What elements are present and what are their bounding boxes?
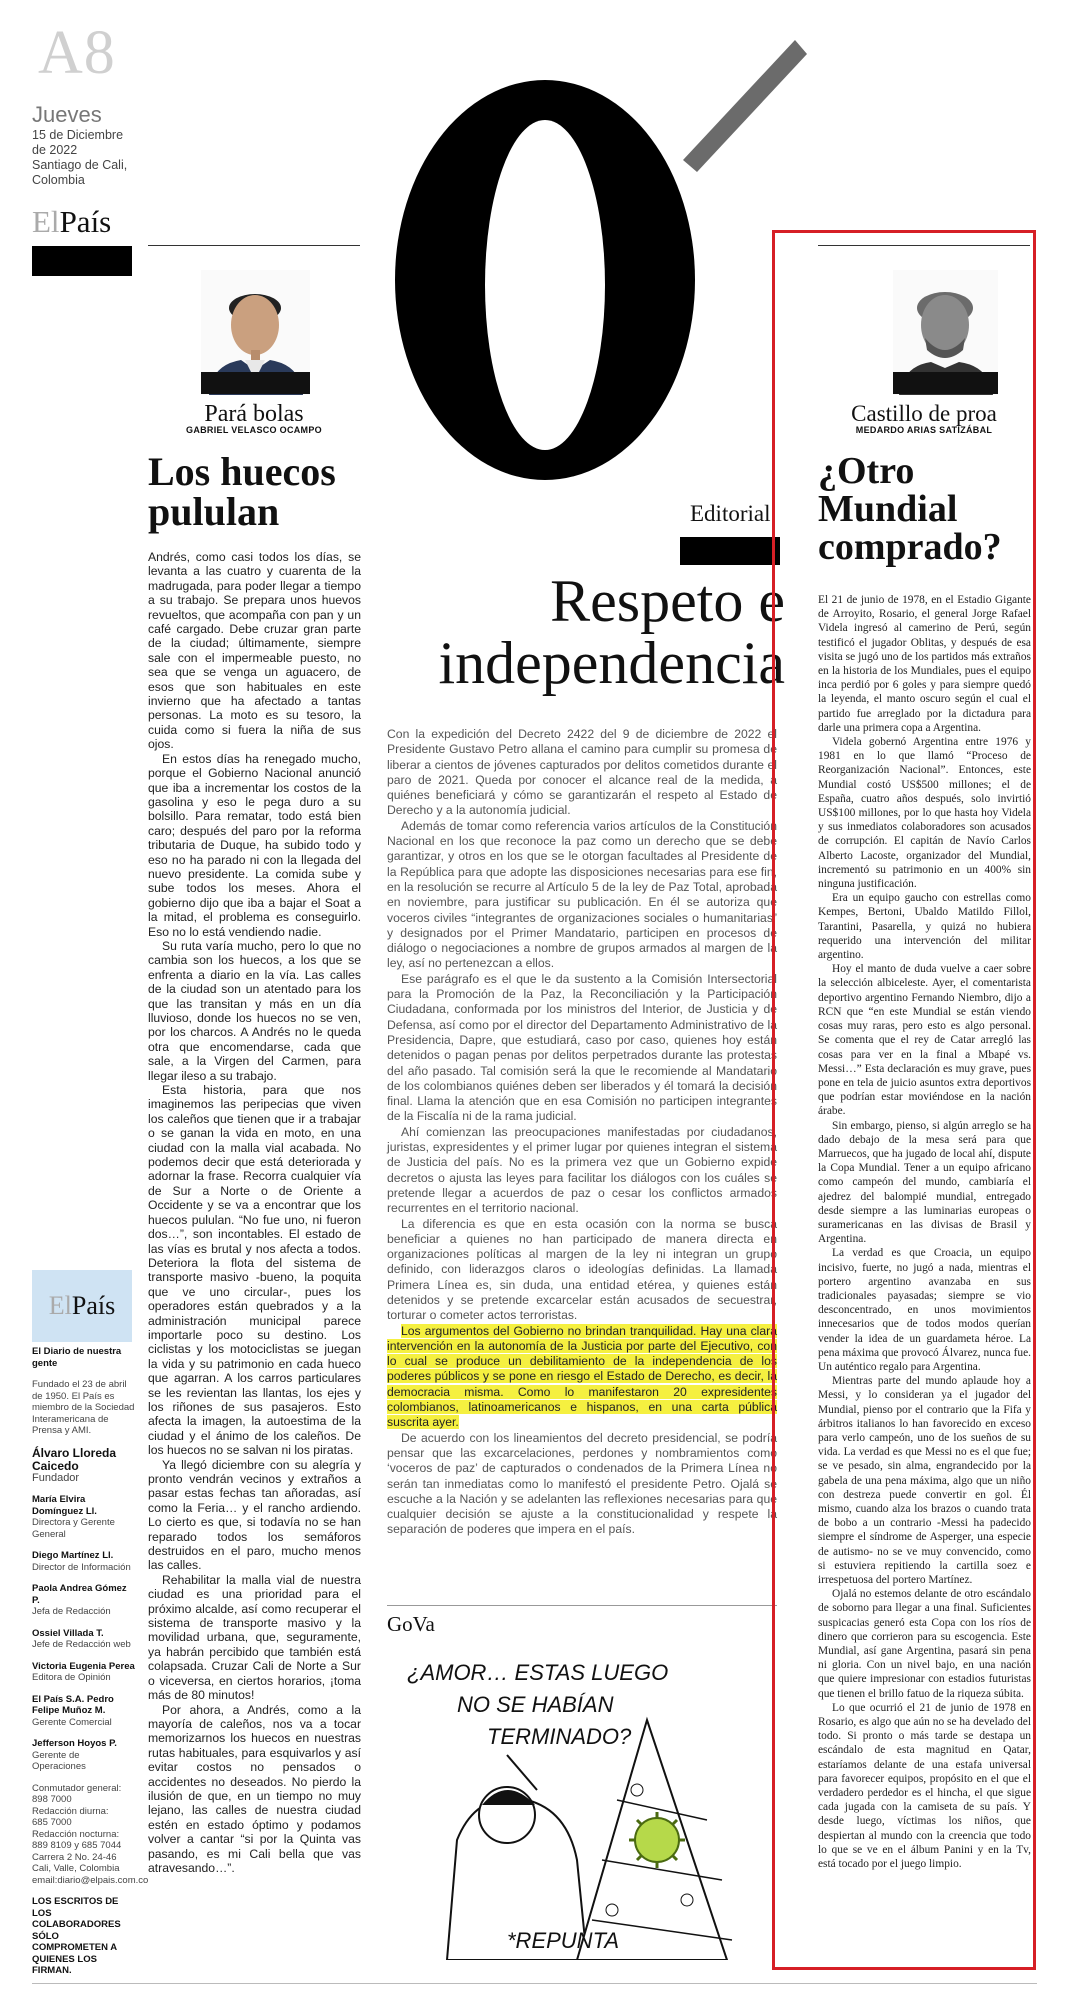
opinion-o-graphic <box>365 40 825 480</box>
column-rule <box>148 245 360 246</box>
founded-note: Fundado el 23 de abril de 1950. El País es miembro de la Sociedad Interamericana de Prensa y AMI. <box>32 1379 135 1436</box>
logo-pais: País <box>59 204 112 239</box>
cartoon-rule <box>387 1605 777 1606</box>
rail-logo[interactable] <box>32 1270 132 1342</box>
body-paragraph: Rehabilitar la malla vial de nuestra ciudad es una prioridad para el próximo alcalde, así como recuperar el sistema de transporte masivo y la movilidad urbana, que, seguramente, ya habrán percibido que también está colapsada. Cruzar Cali de Norte a Sur o viceversa, en ciertos horarios, ¡toma más de 80 minutos! <box>148 1572 361 1703</box>
date-block <box>32 128 127 188</box>
contact-line: Cali, Valle, Colombia <box>32 1863 120 1874</box>
rail-logo-pais: País <box>71 1291 116 1320</box>
column-body <box>818 593 1031 1871</box>
body-paragraph: Ya llegó diciembre con su alegría y pronto vendrán vecinos y extraños a pasar estas fechas tan añoradas, así como la Feria… y el rancho ardiendo. Lo cierto es que, si todavía no se han reparado todos los semáforos destruidos en el paro, mucho menos las calles. <box>148 1457 361 1573</box>
editorial-bar <box>680 537 780 565</box>
contact-line: 889 8109 y 685 7044 <box>32 1840 122 1851</box>
column-rule <box>818 245 1030 246</box>
staff-entry <box>32 1738 136 1773</box>
cartoon-artist: GoVa <box>387 1612 435 1636</box>
staff-role: Jefe de Redacción web <box>32 1639 131 1650</box>
body-paragraph: Lo que ocurrió el 21 de junio de 1978 en Rosario, es algo que aún no se ha develado del todo. Si pronto o más tarde se destapa un escándalo de esta magnitud en Qatar, estaríamos delante de una estafa universal para favorecer equipos, propósito en el que el verdadero perdedor es el hincha, el que sigue cada jugada con la camiseta de su país. Y desde luego, víctimas los niños, que despiertan al mundo con la creencia que todo lo que se ve en el álbum Panini y en la Tv, está tocado por el juego limpio. <box>818 1701 1031 1871</box>
newspaper-logo[interactable] <box>32 204 111 240</box>
photo-bar <box>201 372 310 394</box>
highlight-text: Los argumentos del Gobierno no brindan tranquilidad. Hay una clara intervención en la autonomía de la Justicia por parte del Ejecutivo, con lo cual se produce un debilitamiento de la independencia de los poderes públicos y se pone en riesgo el Estado de Derecho, es decir, la democracia misma. Como lo manifestaron 20 expresidentes colombianos, latinoamericanos e hispanos, en una carta pública suscrita ayer. <box>387 1323 777 1430</box>
editorial-body <box>387 727 777 1538</box>
contact-line: Redacción nocturna: <box>32 1828 120 1840</box>
contact-block <box>32 1782 149 1887</box>
cartoon-speech-line: ¿AMOR… ESTAS LUEGO <box>407 1660 669 1685</box>
staff-role: Gerente Comercial <box>32 1716 112 1728</box>
staff-name: Victoria Eugenia Perea <box>32 1660 135 1672</box>
staff-role: Editora de Opinión <box>32 1672 111 1683</box>
column-headline: Los huecos pululan <box>148 449 336 534</box>
body-paragraph: El 21 de junio de 1978, en el Estadio Gigante de Arroyito, Rosario, el general Jorge Rafael Videla ingresó al camerino de Perú, según testificó el jugador Oblitas, y después de esa visita se jugó uno de los partidos más extraños en la historia de los Mundiales, pues el equipo inca perdió por 6 goles y para siempre quedó la leyenda, el manto oscuro según el cual el partido fue arreglado por la dictadura para darle una primera copa a Argentina. <box>818 594 1031 734</box>
day-label: Jueves <box>32 102 102 127</box>
body-paragraph: Además de tomar como referencia varios artículos de la Constitución Nacional en los que reconoce la paz como un derecho que se debe garantizar, y otros en los que se le otorgan facultades al Presidente de la República para que adopte las disposiciones necesarias para ese fin, en la resolución se recurre al Artículo 5 de la ley de Paz Total, aprobada en noviembre, para justificar su publicación. En él se autoriza que voceros civiles “integrantes de organizaciones sociales o humanitarias” y designados por el Primer Mandatario, participen en procesos de diálogo o negociaciones a nombre de grupos armados al margen de la ley, así no pertenezcan a ellos. <box>387 818 777 971</box>
column-author: GABRIEL VELASCO OCAMPO <box>186 425 322 435</box>
staff-entry <box>32 1661 136 1684</box>
column-headline: ¿Otro Mundial comprado? <box>818 450 1002 568</box>
photo-bar <box>893 372 998 394</box>
column-name: Castillo de proa <box>851 401 997 426</box>
body-paragraph: En estos días ha renegado mucho, porque el Gobierno Nacional anunció que iba a incrementar los costos de la gasolina y eso le pega duro a su bolsillo. Para rematar, todo está bien caro; después del paro por la reforma tributaria de Duque, ha subido todo y eso no ha parado ni con la llegada del nuevo presidente. La comida sube y sube todos los meses. Ahora el gobierno dijo que iba a bajar el Soat a la mitad, el problema es conseguirlo. Eso no lo está vendiendo nadie. <box>148 751 361 939</box>
body-paragraph: Con la expedición del Decreto 2422 del 9 de diciembre de 2022 el Presidente Gustavo Petro allana el camino para cumplir su promesa de liberar a cientos de jóvenes capturados por delitos cometidos durante el paro de 2021. Queda por conocer el alcance real de la medida, a quiénes beneficiará y cómo se garantizarán el respeto al Estado de Derecho y a la autonomía judicial. <box>387 727 777 818</box>
page-number: A8 <box>38 19 116 87</box>
contact-line: Carrera 2 No. 24-46 <box>32 1851 117 1863</box>
date-line: Santiago de Cali, <box>32 158 128 172</box>
staff-rail <box>32 1346 149 1977</box>
editorial-label: Editorial <box>690 501 771 526</box>
cartoon-speech-line: NO SE HABÍAN <box>457 1692 614 1717</box>
disclaimer: LOS ESCRITOS DE LOS COLABORADORES SÓLO COMPROMETEN A QUIENES LOS FIRMAN. <box>32 1896 121 1976</box>
section-bar <box>32 246 132 276</box>
staff-entry <box>32 1628 136 1651</box>
body-paragraph: De acuerdo con los lineamientos del decreto presidencial, se podría pensar que las excarcelaciones, perdones y nombramientos como ‘voceros de paz’ de capturados o condenados de la Primera Línea no serán tan inmediatas como lo manifestó el presidente Petro. Ojalá se escuche a la Nación y se adelanten las reflexiones necesarias para que cualquier decisión se ajuste a la constitucionalidad y respete la separación de poderes que impera en el país. <box>387 1430 777 1537</box>
founder-name: Álvaro Lloreda Caicedo <box>32 1445 117 1473</box>
column-name: Pará bolas <box>204 401 304 427</box>
body-paragraph: Ahí comienzan las preocupaciones manifestadas por ciudadanos, juristas, expresidentes y el primer lugar por quienes integran el sistema de Justicia del país. No es la primera vez que un Gobierno expide decretos o ajusta las leyes para facilitar los diálogos con los cuáles se pretende llegar a acuerdos de paz o cesar los conflictos armados recurrentes en el territorio nacional. <box>387 1124 777 1216</box>
column-body <box>148 550 361 1875</box>
body-paragraph: Ese parágrafo es el que le da sustento a la Comisión Intersectorial para la Promoción de la Paz, la Reconciliación y la Participación Ciudadana, conformada por los ministros del Interior, de Justicia y de Defensa, así como por el director del Departamento Administrativo de la Presidencia, Dapre, que estudiará, caso por caso, quienes hoy están detenidos o pagan penas por delitos perpetrados durante las protestas del año pasado. Tal comisión será la que le recomiende al Mandatario de los colombianos quiénes deben ser liberados y él tomará la decisión final. Llama la atención que en esa Comisión no participen integrantes de la Fiscalía ni de la rama judicial. <box>387 971 777 1124</box>
staff-role: Director de Información <box>32 1561 131 1573</box>
staff-role: Directora y Gerente General <box>32 1517 115 1540</box>
staff-name: Diego Martínez Ll. <box>32 1550 114 1561</box>
date-line: Colombia <box>32 173 85 187</box>
staff-entry <box>32 1550 136 1573</box>
staff-role: Jefa de Redacción <box>32 1606 111 1617</box>
body-paragraph: Su ruta varía mucho, pero lo que no cambia son los huecos, a los que se enfrenta a diario en la vía. Las calles de la ciudad son un atentado para los que las transitan y más en un día lluvioso, donde los huecos no se ven, por los charcos. A Andrés no le queda otra que encomendarse, cada que sale, a la Virgen del Carmen, para llegar ileso a su trabajo. <box>148 938 361 1083</box>
body-paragraph: Andrés, como casi todos los días, se levanta a las cuatro y cuarenta de la madrugada, para poder llegar a tiempo a su trabajo. Se prepara unos huevos revueltos, que acompaña con pan y un café cargado. Debe cruzar gran parte de la ciudad; últimamente, siempre sale con el impermeable puesto, no sea que se venga un aguacero, de esos que son habituales en este invierno que ha afectado a tantas personas. La moto es su tesoro, la cuida como si fuera la niña de sus ojos. <box>148 550 361 752</box>
staff-role: Gerente de Operaciones <box>32 1749 86 1772</box>
body-paragraph: Ojalá no estemos delante de otro escándalo de soborno para llegar a una final. Suficientes suspicacias generó esta Copa con los ríos de dinero que corrieron para su escogencia. Este Mundial, así gane Argentina, pasará sin pena ni gloria. Con un nivel bajo, en una nación que quiere impresionar con estadios futuristas que tienen el brillo fatuo de la riqueza súbita. <box>818 1588 1031 1700</box>
date-line: de 2022 <box>32 143 78 157</box>
cartoon-illustration <box>387 1640 777 1960</box>
editorial-headline: Respeto e independencia <box>438 568 785 696</box>
body-paragraph: Videla gobernó Argentina entre 1976 y 1981 en lo que llamó “Proceso de Reorganización Nacional”. Entonces, este Mundial costó US$500 millones; el de España, cuatro años después, solo invirtió US$100 millones, por lo que hasta hoy Videla y sus inmediatos colaboradores son acusados de corrupción. El capitán de Navío Carlos Alberto Lacoste, organizador del Mundial, incrementó su patrimonio en un 400% sin ninguna justificación. <box>818 736 1031 891</box>
contact-line: 685 7000 <box>32 1817 72 1828</box>
cartoon-speech-line: TERMINADO? <box>487 1724 632 1749</box>
staff-name: El País S.A. Pedro Felipe Muñoz M. <box>32 1693 114 1716</box>
body-paragraph: La verdad es que Croacia, un equipo incisivo, fuerte, no jugó a nada, mientras el portero argentino avanzaba en sus tradicionales payasadas; siempre se vio desconcentrado, en unos movimientos innecesarios que de todos modos querían vender la idea de un guardameta héroe. La pena máxima que provocó Álvarez, nunca fue. Un auténtico regalo para Argentina. <box>818 1247 1031 1373</box>
footer-rule <box>32 1983 1037 1984</box>
date-line: 15 de Diciembre <box>32 128 124 142</box>
staff-entry <box>32 1694 136 1729</box>
body-paragraph: Mientras parte del mundo aplaude hoy a Messi, y lo consideran ya el jugador del Mundial, pienso por el contrario que la Fifa y árbitros italianos lo han favorecido en exceso para verlo campeón, uno de los sueños de su vida. La verdad es que Messi no es el que fue; se ve pesado, sin alma, engrandecido por la gabela de una pena máxima, algo que un niño con destreza puede convertir en gol. Él mismo, cuando alza los brazos o cuando trata de bobo a un contrario -Messi ha padecido siempre el síndrome de Asperger, una especie de autismo- no se ve muy convencido, como si estuviera repitiendo la cartilla soez e irrespetuosa del portero Martínez. <box>818 1375 1031 1587</box>
body-paragraph: Por ahora, a Andrés, como a la mayoría de caleños, nos va a tocar memorizarnos los huecos en nuestras rutas habituales, para esquivarlos y así evitar costos no pensados o accidentes no deseados. No pierdo la ilusión de que, en un tiempo no muy lejano, las calles de nuestra ciudad estén en estado óptimo y podamos volver a cantar “si por la Quinta vas pasando, es mi Cali bella que vas atravesando…”. <box>148 1702 361 1875</box>
body-paragraph: La diferencia es que en esta ocasión con la norma se busca beneficiar a quienes no han participado de manera directa en organizaciones políticas al margen de la ley ni integran un grupo definido, con liderazgos claros o ideologías definidas. La llamada Primera Línea es, sin duda, una entidad etérea, y quienes están detenidos y se pretende excarcelar están acusados de secuestrar, torturar o cometer actos terroristas. <box>387 1216 777 1323</box>
cartoon-caption: *REPUNTA <box>507 1928 620 1953</box>
founder-role: Fundador <box>32 1471 80 1484</box>
logo-el: El <box>32 204 60 239</box>
body-paragraph: Esta historia, para que nos imaginemos las peripecias que viven los caleños que tienen que ir a trabajar o se ganan la vida en moto, en una ciudad con la malla vial acabada. No podemos decir que está deteriorada y adornar la frase. Recorra cualquier vía de Sur a Norte o de Oriente a Occidente y se va a encontrar que los huecos pululan. “No fue uno, ni fueron dos…”, son incontables. El estado de las vías es brutal y nos afecta a todos. Deteriora la flota del sistema de transporte masivo -bueno, la poquita que ve uno circular-, pues los operadores están quebrados y a la administración municipal parece importarle poco su destino. Los ciclistas y los motociclistas se juegan la vida y su patrimonio en cada hueco que agarran. A los carros particulares se les revientan las llantas, los ejes y los riñones de sus pasajeros. Esto afecta la imagen, la autoestima de la ciudad y el ánimo de los caleños. De los huecos no se salvan ni los piratas. <box>148 1083 361 1458</box>
staff-name: María Elvira Domínguez Ll. <box>32 1494 97 1517</box>
tagline: El Diario de nuestra gente <box>32 1346 122 1369</box>
highlighted-paragraph <box>387 1324 777 1431</box>
contact-line: Redacción diurna: <box>32 1805 109 1817</box>
contact-line: Conmutador general: <box>32 1782 122 1794</box>
staff-name: Jefferson Hoyos P. <box>32 1738 117 1749</box>
contact-line: 898 7000 <box>32 1794 72 1805</box>
body-paragraph: Sin embargo, pienso, si algún arreglo se ha dado debajo de la mesa será para que Marruecos, que ha jugado de local ahí, dispute la Copa Mundial. Tener a un equipo africano como campeón del mundo, cambiaría el ajedrez del balompié mundial, entregado desde siempre a las luminarias europeas o suramericanas en las divisas de Brasil y Argentina. <box>818 1119 1031 1246</box>
staff-entry <box>32 1583 136 1618</box>
staff-name: Ossiel Villada T. <box>32 1627 104 1639</box>
rail-logo-el: El <box>48 1291 72 1320</box>
contact-email[interactable]: email:diario@elpais.com.co <box>32 1874 149 1886</box>
body-paragraph: Era un equipo gaucho con estrellas como Kempes, Bertoni, Ubaldo Matildo Fillol, Tarantini, Pasarella, y quizá no hubiera requerido una intervención del militar argentino. <box>818 892 1031 962</box>
staff-entry <box>32 1494 136 1540</box>
staff-name: Paola Andrea Gómez P. <box>32 1583 127 1606</box>
body-paragraph: Hoy el manto de duda vuelve a caer sobre la selección albiceleste. Ayer, el comentarista deportivo argentino Fernando Niembro, dijo a RCN que “en este Mundial se están viendo cosas muy raras, pero esto es algo personal. Se comenta que el rey de Catar arregló las cosas para ver en la final a Mbapé vs. Messi…” Esta declaración es muy grave, pues pone en tela de juicio asuntos extra deportivos que podrían estar moviéndose en la nación árabe. <box>818 963 1031 1118</box>
column-author: MEDARDO ARIAS SATIZÁBAL <box>855 425 993 435</box>
